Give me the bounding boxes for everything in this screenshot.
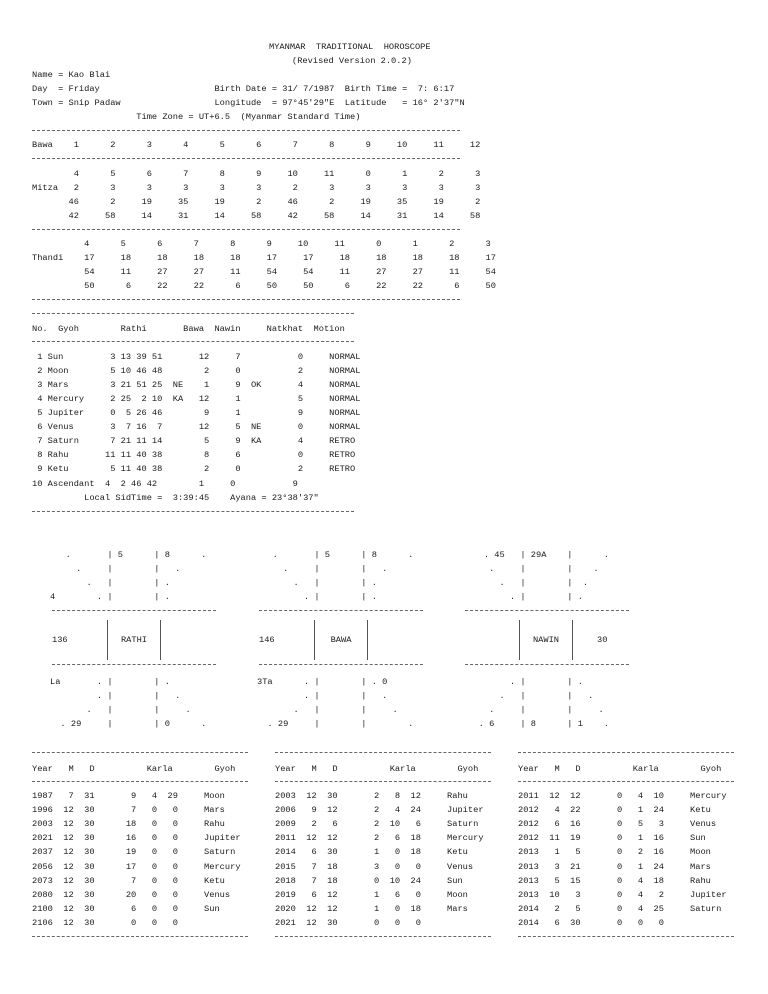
dasa-row: 2014 6 30 0 0 0 xyxy=(518,918,664,928)
divider xyxy=(32,158,460,159)
dasa-row: 1987 7 31 9 4 29 Moon xyxy=(32,791,225,801)
chart-divider xyxy=(52,664,216,665)
chart-bar xyxy=(367,620,368,660)
dasa-row: 2014 2 5 0 4 25 Saturn xyxy=(518,904,722,914)
document-title: MYANMAR TRADITIONAL HOROSCOPE xyxy=(269,42,431,52)
planet-row: 5 Jupiter 0 5 26 46 9 1 9 NORMAL xyxy=(32,408,361,418)
mitza-row: 42 58 14 31 14 58 42 58 14 31 14 58 xyxy=(32,211,481,221)
mitza-row: Mitza 2 3 3 3 3 3 2 3 3 3 3 3 xyxy=(32,183,481,193)
thandi-row: 54 11 27 27 11 54 54 11 27 27 11 54 xyxy=(32,267,496,277)
chart-mid-left: 136 xyxy=(52,635,68,645)
chart-cell-row: . 45 | 29A | . xyxy=(463,550,609,560)
dasa-row: 2011 12 12 0 4 10 Mercury xyxy=(518,791,727,801)
chart-center-label: BAWA xyxy=(330,635,352,645)
document-version: (Revised Version 2.0.2) xyxy=(292,56,412,66)
info-day-birth: Day = Friday Birth Date = 31/ 7/1987 Birth Time = 7: 6:17 xyxy=(32,84,455,94)
chart-divider xyxy=(465,664,629,665)
dasa-row: 2013 10 3 0 4 2 Jupiter xyxy=(518,890,727,900)
chart-cell-row: 3Ta . | | . 0 xyxy=(257,677,388,687)
divider xyxy=(32,299,460,300)
planet-row: 10 Ascendant 4 2 46 42 1 0 9 xyxy=(32,479,298,489)
divider xyxy=(518,752,734,753)
divider xyxy=(275,781,491,782)
planet-row: 3 Mars 3 21 51 25 NE 1 9 OK 4 NORMAL xyxy=(32,380,361,390)
dasa-header: Year M D Karla Gyoh xyxy=(32,764,236,774)
dasa-row: 2073 12 30 7 0 0 Ketu xyxy=(32,876,225,886)
planet-row: 4 Mercury 2 25 2 10 KA 12 1 5 NORMAL xyxy=(32,394,361,404)
dasa-row: 2013 5 15 0 4 18 Rahu xyxy=(518,876,711,886)
divider xyxy=(32,511,354,512)
chart-cell-row: . | | . xyxy=(50,564,181,574)
chart-cell-row: . | | . xyxy=(50,578,170,588)
chart-cell-row: . | | . xyxy=(463,705,604,715)
planet-row: 2 Moon 5 10 46 48 2 0 2 NORMAL xyxy=(32,366,361,376)
dasa-row: 2100 12 30 6 0 0 Sun xyxy=(32,904,220,914)
chart-cell-row: 4 . | | . xyxy=(50,592,170,602)
divider xyxy=(518,936,734,937)
dasa-row: 2021 12 30 0 0 0 xyxy=(275,918,421,928)
planet-row: 6 Venus 3 7 16 7 12 5 NE 0 NORMAL xyxy=(32,422,361,432)
chart-cell-row: . 29 | | . xyxy=(257,719,414,729)
chart-cell-row: . | | . xyxy=(257,705,398,715)
dasa-row: 2012 6 16 0 5 3 Venus xyxy=(518,819,717,829)
dasa-row: 2009 2 6 2 10 6 Saturn xyxy=(275,819,479,829)
chart-divider xyxy=(259,610,423,611)
dasa-row: 2015 7 18 3 0 0 Venus xyxy=(275,862,474,872)
chart-divider xyxy=(465,610,629,611)
chart-cell-row: . | | . xyxy=(463,578,589,588)
divider xyxy=(32,781,248,782)
divider xyxy=(32,313,354,314)
dasa-row: 2003 12 30 18 0 0 Rahu xyxy=(32,819,225,829)
chart-cell-row: . | | . xyxy=(463,677,583,687)
divider xyxy=(32,936,248,937)
divider xyxy=(275,752,491,753)
dasa-row: 2003 12 30 2 8 12 Rahu xyxy=(275,791,468,801)
planet-row: 8 Rahu 11 11 40 38 8 6 0 RETRO xyxy=(32,450,356,460)
dasa-header: Year M D Karla Gyoh xyxy=(518,764,722,774)
planet-row: 1 Sun 3 13 39 51 12 7 0 NORMAL xyxy=(32,352,361,362)
divider xyxy=(32,229,460,230)
chart-cell-row: . | | . xyxy=(257,691,388,701)
dasa-header: Year M D Karla Gyoh xyxy=(275,764,479,774)
info-timezone: Time Zone = UT+6.5 (Myanmar Standard Time) xyxy=(32,112,361,122)
chart-bar xyxy=(314,620,315,660)
dasa-row: 2019 6 12 1 6 0 Moon xyxy=(275,890,468,900)
dasa-row: 2012 11 19 0 1 16 Sun xyxy=(518,833,706,843)
chart-mid-right: 30 xyxy=(597,635,608,645)
chart-cell-row: . | | . xyxy=(257,592,377,602)
chart-bar xyxy=(107,620,108,660)
dasa-row: 2080 12 30 20 0 0 Venus xyxy=(32,890,231,900)
chart-mid-left: 146 xyxy=(259,635,275,645)
dasa-row: 2012 4 22 0 1 24 Ketu xyxy=(518,805,711,815)
dasa-row: 1996 12 30 7 0 0 Mars xyxy=(32,805,225,815)
chart-divider xyxy=(259,664,423,665)
planet-row: 7 Saturn 7 21 11 14 5 9 KA 4 RETRO xyxy=(32,436,356,446)
chart-cell-row: . | | . xyxy=(463,691,594,701)
chart-cell-row: . | | . xyxy=(50,691,181,701)
chart-cell-row: . 6 | 8 | 1 . xyxy=(463,719,609,729)
thandi-row: 4 5 6 7 8 9 10 11 0 1 2 3 xyxy=(32,239,491,249)
info-name: Name = Kao Blai xyxy=(32,70,111,80)
thandi-row: Thandi 17 18 18 18 18 17 17 18 18 18 18 17 xyxy=(32,253,496,263)
chart-cell-row: . 29 | | 0 . xyxy=(50,719,207,729)
sidtime-ayana: Local SidTime = 3:39:45 Ayana = 23°38'37" xyxy=(32,493,319,503)
dasa-row: 2021 12 30 16 0 0 Jupiter xyxy=(32,833,241,843)
divider xyxy=(518,781,734,782)
chart-center-label: NAWIN xyxy=(532,635,560,645)
dasa-row: 2014 6 30 1 0 18 Ketu xyxy=(275,847,468,857)
dasa-row: 2006 9 12 2 4 24 Jupiter xyxy=(275,805,484,815)
chart-cell-row: . | | . xyxy=(463,564,599,574)
planet-table-header: No. Gyoh Rathi Bawa Nawin Natkhat Motion xyxy=(32,324,345,334)
chart-cell-row: La . | | . xyxy=(50,677,170,687)
chart-cell-row: . | 5 | 8 . xyxy=(50,550,207,560)
divider xyxy=(32,752,248,753)
chart-bar xyxy=(572,620,573,660)
chart-center-label: RATHI xyxy=(120,635,148,645)
bawa-row: Bawa 1 2 3 4 5 6 7 8 9 10 11 12 xyxy=(32,140,481,150)
dasa-row: 2020 12 12 1 0 18 Mars xyxy=(275,904,468,914)
chart-cell-row: . | | . xyxy=(257,578,377,588)
divider xyxy=(275,936,491,937)
chart-bar xyxy=(519,620,520,660)
planet-row: 9 Ketu 5 11 40 38 2 0 2 RETRO xyxy=(32,464,356,474)
mitza-row: 46 2 19 35 19 2 46 2 19 35 19 2 xyxy=(32,197,481,207)
chart-cell-row: . | | . xyxy=(257,564,388,574)
divider xyxy=(32,341,354,342)
chart-cell-row: . | | . xyxy=(50,705,191,715)
dasa-row: 2013 1 5 0 2 16 Moon xyxy=(518,847,711,857)
chart-cell-row: . | 5 | 8 . xyxy=(257,550,414,560)
chart-bar xyxy=(160,620,161,660)
info-town-location: Town = Snip Padaw Longitude = 97°45'29"E Latitude = 16° 2'37"N xyxy=(32,98,465,108)
dasa-row: 2011 12 12 2 6 18 Mercury xyxy=(275,833,484,843)
dasa-row: 2056 12 30 17 0 0 Mercury xyxy=(32,862,241,872)
dasa-row: 2037 12 30 19 0 0 Saturn xyxy=(32,847,236,857)
mitza-row: 4 5 6 7 8 9 10 11 0 1 2 3 xyxy=(32,169,481,179)
divider xyxy=(32,130,460,131)
thandi-row: 50 6 22 22 6 50 50 6 22 22 6 50 xyxy=(32,281,496,291)
chart-cell-row: . | | . xyxy=(463,592,583,602)
dasa-row: 2013 3 21 0 1 24 Mars xyxy=(518,862,711,872)
dasa-row: 2018 7 18 0 10 24 Sun xyxy=(275,876,463,886)
dasa-row: 2106 12 30 0 0 0 xyxy=(32,918,178,928)
chart-divider xyxy=(52,610,216,611)
